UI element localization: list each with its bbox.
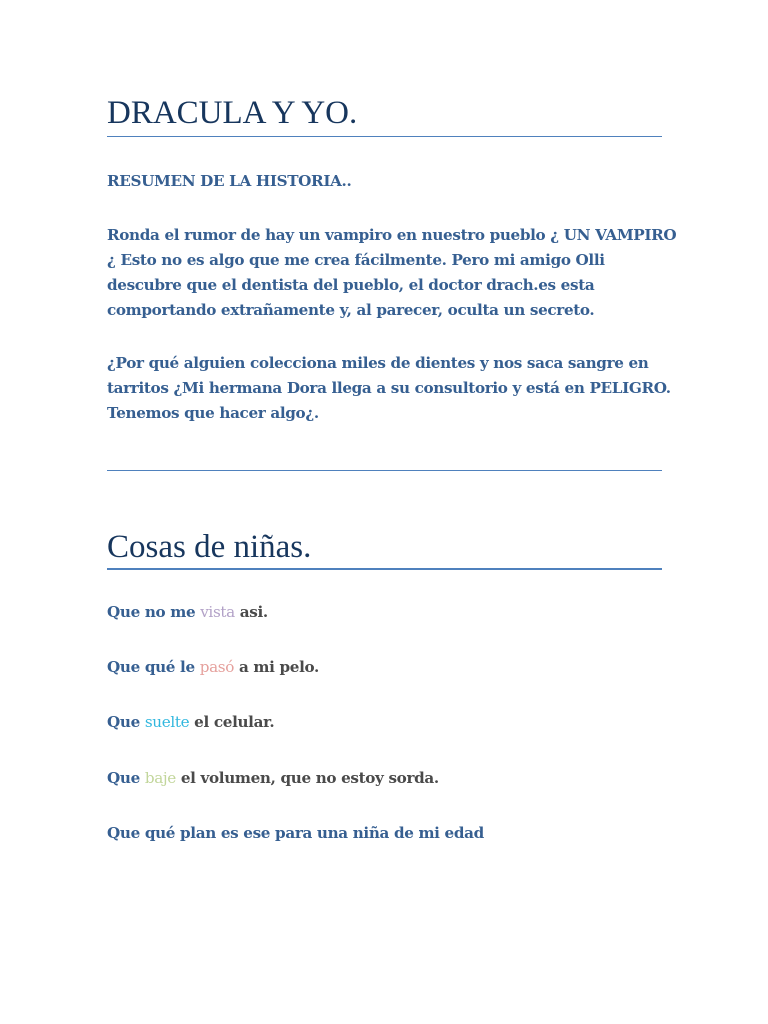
- section-title-cosas: Cosas de niñas.: [107, 529, 312, 565]
- section-title-dracula: DRACULA Y YO.: [107, 95, 358, 131]
- paragraph-line: ¿ Esto no es algo que me crea fácilmente. Pero mi amigo Olli: [107, 251, 605, 269]
- item-text: Que: [107, 713, 145, 731]
- summary-heading: RESUMEN DE LA HISTORIA..: [107, 172, 352, 190]
- summary-paragraph-1: [107, 223, 677, 323]
- paragraph-line: Ronda el rumor de hay un vampiro en nuestro pueblo ¿ UN VAMPIRO: [107, 226, 677, 244]
- paragraph-line: comportando extrañamente y, al parecer, oculta un secreto.: [107, 301, 595, 319]
- title-underline: [107, 568, 662, 570]
- summary-paragraph-2: [107, 351, 671, 426]
- list-item: [107, 710, 667, 735]
- list-item: [107, 655, 667, 680]
- item-text: Que no me: [107, 603, 201, 621]
- item-text: Que qué le: [107, 658, 200, 676]
- title-underline: [107, 136, 662, 137]
- paragraph-line: tarritos ¿Mi hermana Dora llega a su consultorio y está en PELIGRO.: [107, 379, 671, 397]
- highlight-word: pasó: [199, 658, 235, 676]
- item-text: Que: [107, 769, 145, 787]
- highlight-word: vista: [200, 603, 235, 621]
- item-text: el celular.: [189, 713, 275, 731]
- item-text: asi.: [234, 603, 268, 621]
- item-text: el volumen, que no estoy sorda.: [175, 769, 439, 787]
- paragraph-line: descubre que el dentista del pueblo, el doctor drach.es esta: [107, 276, 595, 294]
- list-item: [107, 600, 667, 625]
- item-text: Que qué plan es ese para una niña de mi edad: [107, 824, 484, 842]
- highlight-word: suelte: [144, 713, 190, 731]
- list-item: [107, 821, 667, 846]
- paragraph-line: Tenemos que hacer algo¿.: [107, 404, 319, 422]
- highlight-word: baje: [144, 769, 176, 787]
- section-divider: [107, 470, 662, 471]
- list-item: [107, 766, 667, 791]
- item-text: a mi pelo.: [234, 658, 319, 676]
- paragraph-line: ¿Por qué alguien colecciona miles de dientes y nos saca sangre en: [107, 354, 649, 372]
